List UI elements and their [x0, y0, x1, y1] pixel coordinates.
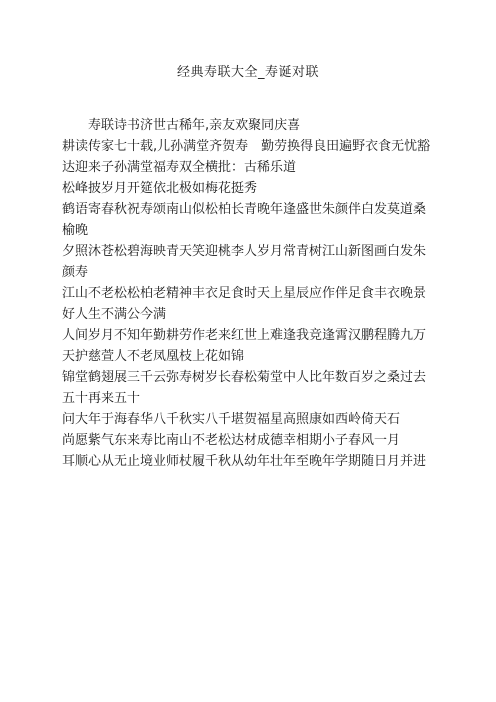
- paragraph: 尚愿紫气东来寿比南山不老松达材成德幸相期小子春风一月: [62, 433, 401, 448]
- paragraph: 江山不老松松柏老精神丰衣足食时天上星辰应作伴足食丰衣晚景好人生不满公今满: [62, 286, 427, 322]
- paragraph: 人间岁月不知年勤耕劳作老来红世上难逢我竞逢霄汉鹏程腾九万天护慈萱人不老凤凰枝上花如锦: [62, 328, 427, 364]
- paragraph: 鹤语寄春秋祝寿颂南山似松柏长青晚年逢盛世朱颜伴白发莫道桑榆晚: [62, 202, 427, 238]
- paragraph: 锦堂鹤翅展三千云弥寿树岁长春松菊堂中人比年数百岁之桑过去五十再来五十: [62, 370, 427, 406]
- paragraph: 耳顺心从无止境业师杖履千秋从幼年壮年至晚年学期随日月并进: [62, 454, 427, 469]
- paragraph: 松峰披岁月开筵依北极如梅花挺秀: [62, 181, 258, 196]
- paragraph: 问大年于海春华八千秋实八千堪贺福星高照康如西岭倚天石: [62, 412, 401, 427]
- document-body: [62, 115, 432, 472]
- paragraph: 耕读传家七十载,儿孙满堂齐贺寿 勤劳换得良田遍野衣食无忧豁达迎来子孙满堂福寿双全横批：古稀乐道: [62, 139, 431, 175]
- paragraph: 夕照沐苍松碧海映青天笑迎桃李人岁月常青树江山新图画白发朱颜寿: [62, 244, 427, 280]
- paragraph: 寿联诗书济世古稀年,亲友欢聚同庆喜: [88, 118, 301, 133]
- document-title: 经典寿联大全_寿诞对联: [176, 65, 319, 80]
